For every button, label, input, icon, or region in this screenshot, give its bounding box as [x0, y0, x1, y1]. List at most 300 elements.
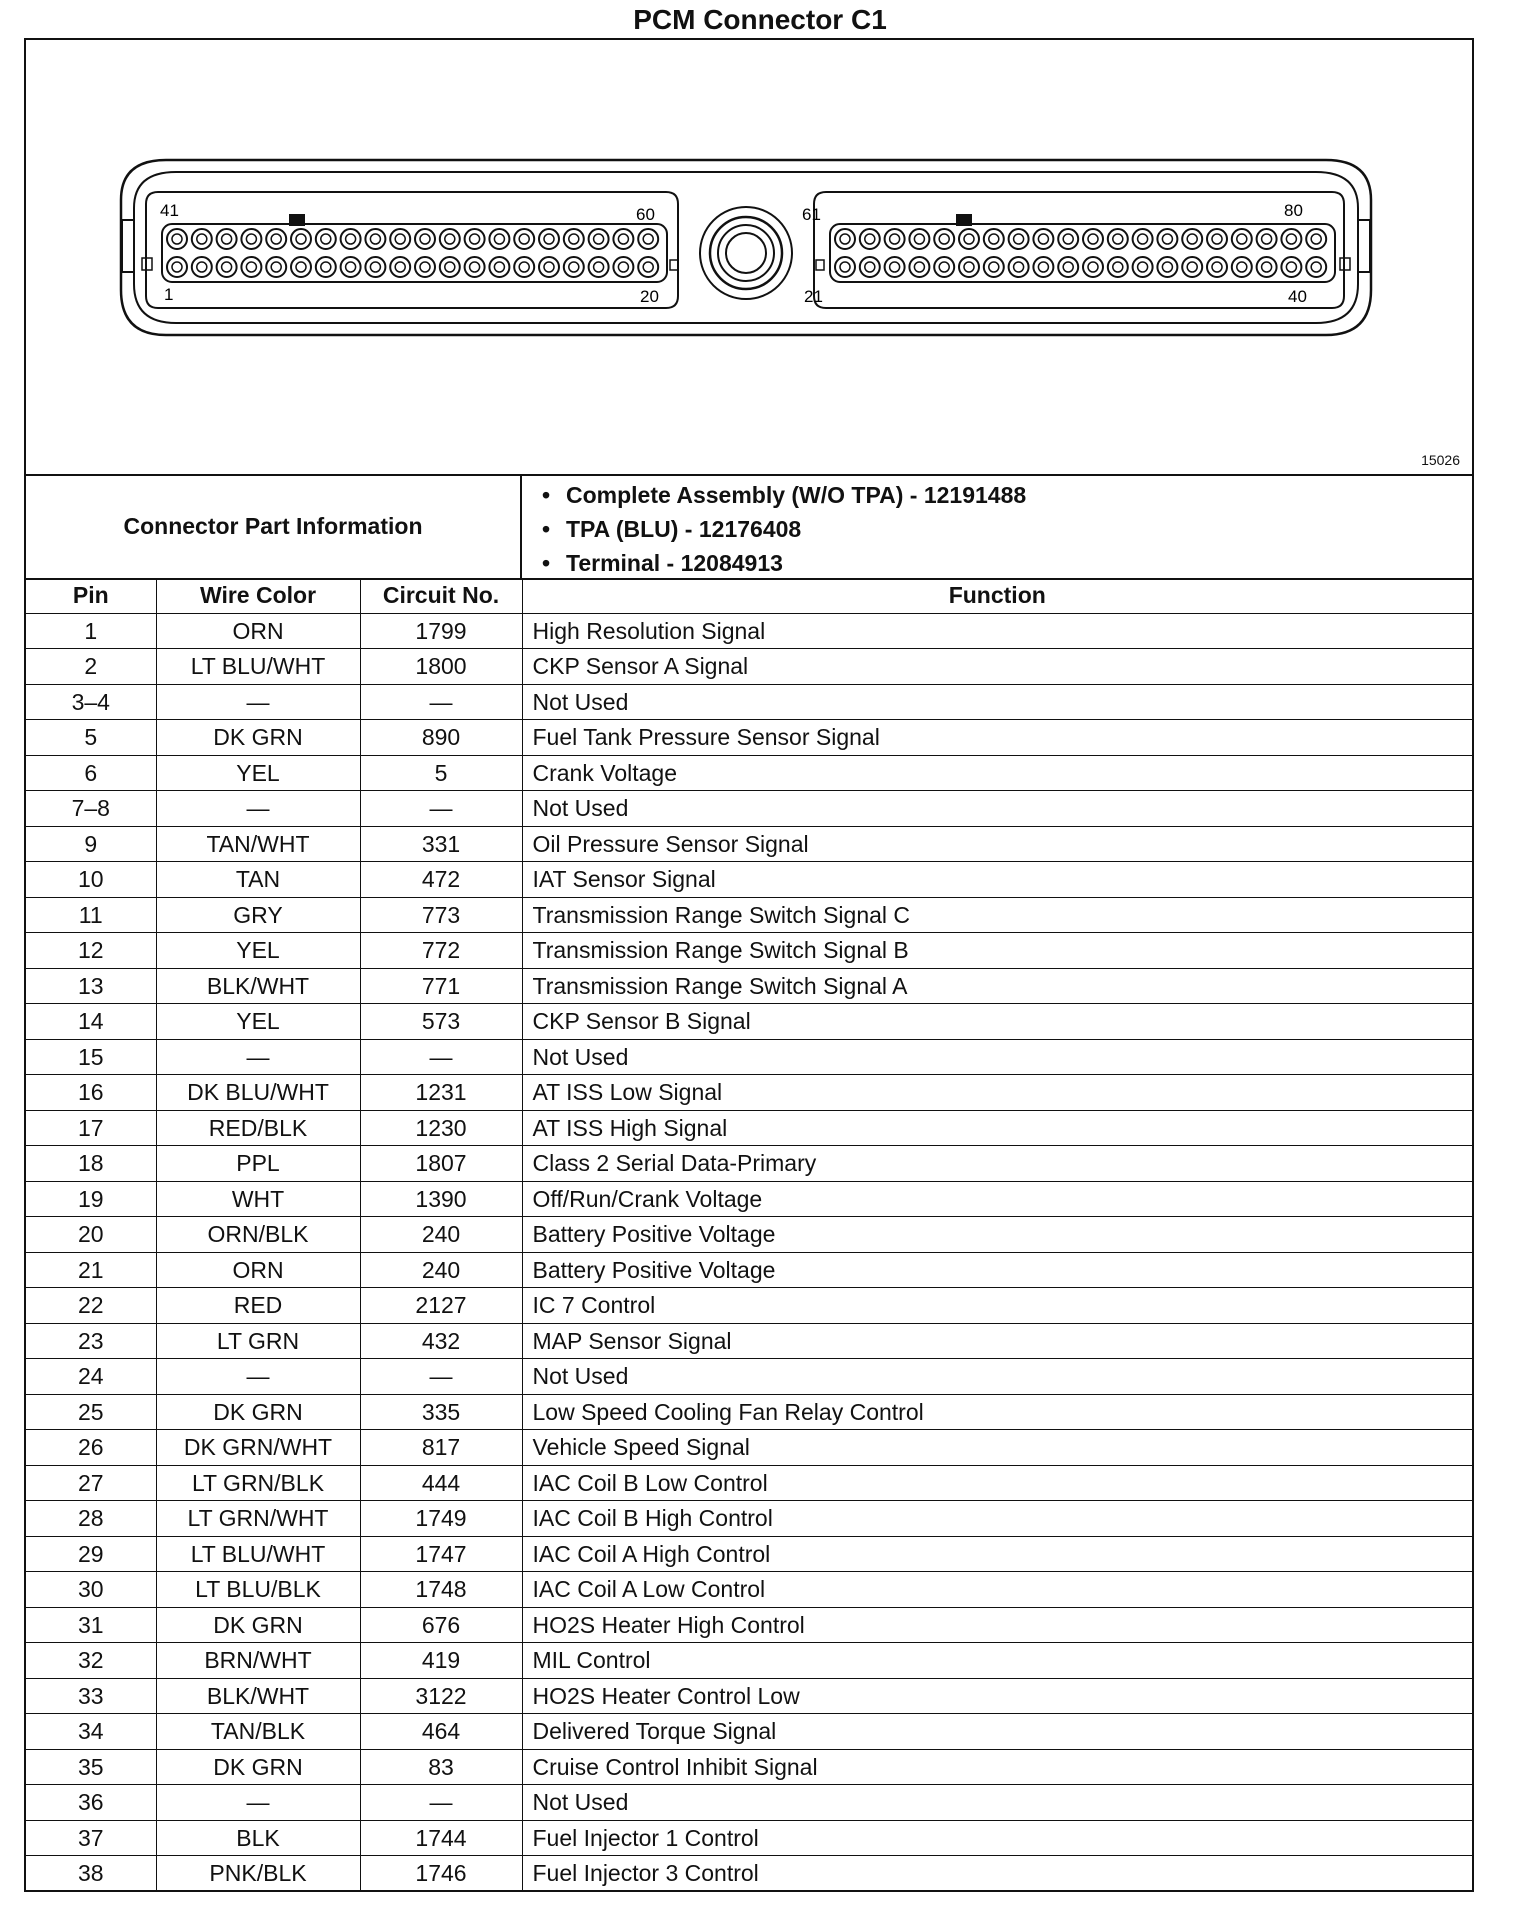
pin-cavity — [514, 257, 534, 277]
wire-color-cell: BLK/WHT — [156, 968, 360, 1004]
pin-cavity — [885, 257, 905, 277]
pin-cavity — [316, 229, 336, 249]
wire-color-cell: DK GRN — [156, 1394, 360, 1430]
function-cell: Crank Voltage — [522, 755, 1472, 791]
pin-cell: 21 — [26, 1252, 156, 1288]
pin-cavity — [1232, 229, 1252, 249]
pin-cell: 32 — [26, 1643, 156, 1679]
pin-cavity — [1033, 257, 1053, 277]
circuit-no-cell: 1746 — [360, 1856, 522, 1892]
pin-cavity — [638, 229, 658, 249]
part-info-label: Connector Part Information — [26, 474, 522, 578]
circuit-no-cell: — — [360, 791, 522, 827]
pin-cavity — [835, 257, 855, 277]
pin-cavity-center — [271, 234, 281, 244]
wire-color-cell: TAN — [156, 862, 360, 898]
pin-label-60: 60 — [636, 205, 655, 224]
table-row — [26, 1501, 1472, 1537]
function-cell: Oil Pressure Sensor Signal — [522, 826, 1472, 862]
pin-cavity-center — [370, 234, 380, 244]
circuit-no-cell: 419 — [360, 1643, 522, 1679]
pin-cavity — [1133, 229, 1153, 249]
pin-cavity-center — [1088, 262, 1098, 272]
part-info-list — [542, 478, 1026, 580]
table-row — [26, 720, 1472, 756]
pin-cell: 19 — [26, 1181, 156, 1217]
table-row — [26, 1820, 1472, 1856]
pin-cell: 1 — [26, 613, 156, 649]
pin-cell: 34 — [26, 1714, 156, 1750]
circuit-no-cell: 1230 — [360, 1110, 522, 1146]
pin-cavity — [192, 257, 212, 277]
pin-cavity — [1207, 257, 1227, 277]
pin-cavity — [909, 229, 929, 249]
pin-cavity — [1257, 257, 1277, 277]
pin-cavity-center — [321, 234, 331, 244]
pin-cavity — [167, 257, 187, 277]
wire-color-cell: PPL — [156, 1146, 360, 1182]
function-cell: Fuel Injector 3 Control — [522, 1856, 1472, 1892]
table-row — [26, 1252, 1472, 1288]
pin-cell: 14 — [26, 1004, 156, 1040]
pin-cavity — [241, 229, 261, 249]
wire-color-cell: GRY — [156, 897, 360, 933]
pin-cavity-center — [470, 234, 480, 244]
circuit-no-cell: 1749 — [360, 1501, 522, 1537]
pin-cavity — [860, 257, 880, 277]
pin-cavity-center — [1162, 234, 1172, 244]
pin-cavity — [465, 257, 485, 277]
pin-label-40: 40 — [1288, 287, 1307, 306]
wire-color-cell: DK GRN/WHT — [156, 1430, 360, 1466]
circuit-no-cell: — — [360, 1785, 522, 1821]
function-cell: Transmission Range Switch Signal B — [522, 933, 1472, 969]
pin-cavity — [167, 229, 187, 249]
pin-cavity-center — [1113, 262, 1123, 272]
table-row — [26, 933, 1472, 969]
pin-cavity-center — [643, 234, 653, 244]
pin-cavity-center — [420, 262, 430, 272]
pin-cavity-center — [1038, 234, 1048, 244]
pin-cell: 26 — [26, 1430, 156, 1466]
pin-cavity — [1033, 229, 1053, 249]
pin-cavity-center — [197, 262, 207, 272]
pin-cavity-center — [1138, 234, 1148, 244]
pin-cavity — [341, 257, 361, 277]
pin-cavity-center — [222, 234, 232, 244]
header-pin: Pin — [26, 578, 156, 613]
wire-color-cell: RED/BLK — [156, 1110, 360, 1146]
wire-color-cell: LT GRN/BLK — [156, 1465, 360, 1501]
pin-cavity-center — [964, 234, 974, 244]
circuit-no-cell: 331 — [360, 826, 522, 862]
pin-cavity — [1083, 229, 1103, 249]
wire-color-cell: DK GRN — [156, 1749, 360, 1785]
circuit-no-cell: 1744 — [360, 1820, 522, 1856]
pin-cavity-center — [1262, 234, 1272, 244]
table-row — [26, 862, 1472, 898]
function-cell: High Resolution Signal — [522, 613, 1472, 649]
wire-color-cell: — — [156, 1039, 360, 1075]
pin-cavity-center — [1038, 262, 1048, 272]
pin-cavity — [489, 229, 509, 249]
pin-cavity — [341, 229, 361, 249]
function-cell: AT ISS High Signal — [522, 1110, 1472, 1146]
pin-cell: 25 — [26, 1394, 156, 1430]
pin-cavity — [835, 229, 855, 249]
pin-cavity — [316, 257, 336, 277]
wire-color-cell: BLK — [156, 1820, 360, 1856]
function-cell: Transmission Range Switch Signal C — [522, 897, 1472, 933]
pin-cavity-center — [989, 234, 999, 244]
circuit-no-cell: 1807 — [360, 1146, 522, 1182]
pin-cavity-center — [840, 262, 850, 272]
pin-cavity-center — [1187, 262, 1197, 272]
pin-cavity — [1157, 257, 1177, 277]
function-cell: Off/Run/Crank Voltage — [522, 1181, 1472, 1217]
pin-cavity — [217, 257, 237, 277]
pin-cavity — [934, 257, 954, 277]
circuit-no-cell: 890 — [360, 720, 522, 756]
pin-cavity — [1281, 229, 1301, 249]
circuit-no-cell: 772 — [360, 933, 522, 969]
table-row — [26, 1288, 1472, 1324]
function-cell: Low Speed Cooling Fan Relay Control — [522, 1394, 1472, 1430]
pin-cell: 22 — [26, 1288, 156, 1324]
function-cell: CKP Sensor A Signal — [522, 649, 1472, 685]
pin-cavity — [1108, 257, 1128, 277]
pin-label-61: 61 — [802, 205, 821, 224]
table-row — [26, 684, 1472, 720]
circuit-no-cell: 573 — [360, 1004, 522, 1040]
circuit-no-cell: 240 — [360, 1217, 522, 1253]
function-cell: Transmission Range Switch Signal A — [522, 968, 1472, 1004]
circuit-no-cell: 771 — [360, 968, 522, 1004]
pin-cavity-center — [494, 234, 504, 244]
pin-cavity-center — [989, 262, 999, 272]
table-row — [26, 1536, 1472, 1572]
pin-cavity-center — [346, 262, 356, 272]
pin-cavity-center — [643, 262, 653, 272]
page-title: PCM Connector C1 — [633, 4, 887, 35]
part-info-item: • Complete Assembly (W/O TPA) - 12191488 — [542, 478, 1026, 512]
circuit-no-cell: 3122 — [360, 1678, 522, 1714]
circuit-no-cell: 1748 — [360, 1572, 522, 1608]
function-cell: MIL Control — [522, 1643, 1472, 1679]
function-cell: Not Used — [522, 1785, 1472, 1821]
wire-color-cell: DK BLU/WHT — [156, 1075, 360, 1111]
table-row — [26, 1359, 1472, 1395]
function-cell: IC 7 Control — [522, 1288, 1472, 1324]
pin-cell: 27 — [26, 1465, 156, 1501]
table-row — [26, 1678, 1472, 1714]
pin-cavity — [1108, 229, 1128, 249]
pin-cavity — [1257, 229, 1277, 249]
pin-cell: 16 — [26, 1075, 156, 1111]
header-function: Function — [522, 578, 1472, 613]
pin-cavity — [465, 229, 485, 249]
pin-cavity-center — [1286, 262, 1296, 272]
table-row — [26, 649, 1472, 685]
pin-cavity — [1009, 257, 1029, 277]
pin-cavity-center — [470, 262, 480, 272]
pin-cell: 29 — [26, 1536, 156, 1572]
wire-color-cell: PNK/BLK — [156, 1856, 360, 1892]
function-cell: HO2S Heater High Control — [522, 1607, 1472, 1643]
pin-cavity-center — [246, 262, 256, 272]
wire-color-cell: LT BLU/WHT — [156, 649, 360, 685]
center-bolt-icon — [700, 207, 792, 299]
wire-color-cell: TAN/BLK — [156, 1714, 360, 1750]
table-row — [26, 1394, 1472, 1430]
circuit-no-cell: 83 — [360, 1749, 522, 1785]
pin-label-80: 80 — [1284, 201, 1303, 220]
pin-cavity-center — [1014, 234, 1024, 244]
wire-color-cell: RED — [156, 1288, 360, 1324]
circuit-no-cell: 1390 — [360, 1181, 522, 1217]
pin-cavity — [217, 229, 237, 249]
pin-cavity — [539, 257, 559, 277]
circuit-no-cell: 1800 — [360, 649, 522, 685]
pin-cell: 10 — [26, 862, 156, 898]
pin-cavity-center — [544, 234, 554, 244]
circuit-no-cell: — — [360, 684, 522, 720]
table-row — [26, 1430, 1472, 1466]
pin-cavity — [564, 229, 584, 249]
pin-cavity-center — [420, 234, 430, 244]
pin-cavity-center — [865, 262, 875, 272]
pin-cavity-center — [569, 262, 579, 272]
function-cell: IAC Coil B High Control — [522, 1501, 1472, 1537]
pin-label-21: 21 — [804, 287, 823, 306]
pin-cavity — [291, 257, 311, 277]
pin-cavity — [885, 229, 905, 249]
circuit-no-cell: 472 — [360, 862, 522, 898]
pin-cavity — [984, 229, 1004, 249]
pin-cavity — [390, 257, 410, 277]
pin-cell: 18 — [26, 1146, 156, 1182]
wire-color-cell: BLK/WHT — [156, 1678, 360, 1714]
function-cell: Battery Positive Voltage — [522, 1217, 1472, 1253]
pin-cell: 30 — [26, 1572, 156, 1608]
pin-cavity — [266, 257, 286, 277]
wire-color-cell: BRN/WHT — [156, 1643, 360, 1679]
circuit-no-cell: 444 — [360, 1465, 522, 1501]
pin-cell: 28 — [26, 1501, 156, 1537]
function-cell: Not Used — [522, 791, 1472, 827]
pin-cavity-center — [914, 262, 924, 272]
pin-cavity-center — [172, 234, 182, 244]
pin-cavity-center — [890, 262, 900, 272]
table-row — [26, 1749, 1472, 1785]
pin-cavity — [1182, 229, 1202, 249]
pin-cavity — [613, 229, 633, 249]
pin-cavity-center — [321, 262, 331, 272]
wire-color-cell: LT BLU/WHT — [156, 1536, 360, 1572]
pin-cavity-center — [1311, 262, 1321, 272]
wire-color-cell: LT GRN/WHT — [156, 1501, 360, 1537]
pin-cavity-center — [1088, 234, 1098, 244]
wire-color-cell: — — [156, 1785, 360, 1821]
pin-cavity-center — [1237, 262, 1247, 272]
pin-cavity-center — [1286, 234, 1296, 244]
pin-cavity — [365, 257, 385, 277]
function-cell: Not Used — [522, 684, 1472, 720]
function-cell: HO2S Heater Control Low — [522, 1678, 1472, 1714]
header-circuit-no: Circuit No. — [360, 578, 522, 613]
pin-cavity-center — [1187, 234, 1197, 244]
table-row — [26, 1714, 1472, 1750]
pin-cavity — [539, 229, 559, 249]
pin-cavity — [415, 257, 435, 277]
function-cell: IAC Coil B Low Control — [522, 1465, 1472, 1501]
table-row — [26, 1323, 1472, 1359]
connector-diagram — [26, 40, 1472, 476]
table-row — [26, 1146, 1472, 1182]
pin-cavity-center — [594, 234, 604, 244]
pin-cavity-center — [964, 262, 974, 272]
pin-cavity — [860, 229, 880, 249]
pin-cavity-center — [1113, 234, 1123, 244]
pin-cavity-center — [271, 262, 281, 272]
pin-label-41: 41 — [160, 201, 179, 220]
pin-cell: 5 — [26, 720, 156, 756]
pin-cavity — [589, 229, 609, 249]
header-wire-color: Wire Color — [156, 578, 360, 613]
wire-color-cell: DK GRN — [156, 1607, 360, 1643]
circuit-no-cell: 1799 — [360, 613, 522, 649]
table-row — [26, 1110, 1472, 1146]
pin-cavity-center — [890, 234, 900, 244]
function-cell: Fuel Injector 1 Control — [522, 1820, 1472, 1856]
pinout-table-body — [26, 613, 1472, 1891]
circuit-no-cell: 1231 — [360, 1075, 522, 1111]
pin-cavity — [266, 229, 286, 249]
circuit-no-cell: 5 — [360, 755, 522, 791]
pin-cavity — [1306, 257, 1326, 277]
wire-color-cell: — — [156, 684, 360, 720]
circuit-no-cell: 2127 — [360, 1288, 522, 1324]
pin-cavity — [489, 257, 509, 277]
pin-cavity-center — [1311, 234, 1321, 244]
pin-cavity — [1009, 229, 1029, 249]
pin-cavity-center — [346, 234, 356, 244]
wire-color-cell: YEL — [156, 933, 360, 969]
table-row — [26, 1643, 1472, 1679]
pin-cavity-center — [445, 234, 455, 244]
pin-cavity-center — [395, 234, 405, 244]
pin-cavity-center — [1014, 262, 1024, 272]
function-cell: Fuel Tank Pressure Sensor Signal — [522, 720, 1472, 756]
table-row — [26, 1572, 1472, 1608]
table-row — [26, 1004, 1472, 1040]
pin-cavity — [241, 257, 261, 277]
pin-cell: 33 — [26, 1678, 156, 1714]
pin-cell: 9 — [26, 826, 156, 862]
pin-cavity-center — [865, 234, 875, 244]
table-row — [26, 1075, 1472, 1111]
pin-cavity-grid — [167, 229, 1326, 277]
pin-cavity-center — [519, 234, 529, 244]
circuit-no-cell: 773 — [360, 897, 522, 933]
pin-cell: 17 — [26, 1110, 156, 1146]
pin-cavity — [934, 229, 954, 249]
pin-cavity-center — [594, 262, 604, 272]
table-row — [26, 1181, 1472, 1217]
wire-color-cell: ORN — [156, 613, 360, 649]
pin-cavity-center — [544, 262, 554, 272]
wire-color-cell: — — [156, 791, 360, 827]
table-row — [26, 1856, 1472, 1892]
wire-color-cell: LT BLU/BLK — [156, 1572, 360, 1608]
function-cell: Delivered Torque Signal — [522, 1714, 1472, 1750]
pin-cavity — [192, 229, 212, 249]
connector-part-info — [26, 474, 1472, 580]
pin-cavity — [1182, 257, 1202, 277]
pin-cavity-center — [1262, 262, 1272, 272]
table-row — [26, 1217, 1472, 1253]
table-row — [26, 968, 1472, 1004]
pin-cavity — [415, 229, 435, 249]
pin-cavity — [365, 229, 385, 249]
pin-cell: 38 — [26, 1856, 156, 1892]
table-row — [26, 791, 1472, 827]
pin-label-20: 20 — [640, 287, 659, 306]
circuit-no-cell: 432 — [360, 1323, 522, 1359]
table-row — [26, 613, 1472, 649]
pin-cavity — [1133, 257, 1153, 277]
pin-cavity-center — [445, 262, 455, 272]
pin-cavity — [390, 229, 410, 249]
wire-color-cell: YEL — [156, 1004, 360, 1040]
part-info-item: • TPA (BLU) - 12176408 — [542, 512, 1026, 546]
pin-cavity-center — [840, 234, 850, 244]
circuit-no-cell: 1747 — [360, 1536, 522, 1572]
wire-color-cell: YEL — [156, 755, 360, 791]
pin-cavity — [440, 257, 460, 277]
pin-cavity — [1058, 229, 1078, 249]
pin-cavity — [589, 257, 609, 277]
pin-cavity-center — [370, 262, 380, 272]
circuit-no-cell: 676 — [360, 1607, 522, 1643]
pin-cell: 15 — [26, 1039, 156, 1075]
pin-cell: 24 — [26, 1359, 156, 1395]
pin-cavity-center — [1063, 234, 1073, 244]
pin-cavity — [959, 229, 979, 249]
pin-cell: 11 — [26, 897, 156, 933]
pin-cavity-center — [197, 234, 207, 244]
circuit-no-cell: 817 — [360, 1430, 522, 1466]
pin-cell: 20 — [26, 1217, 156, 1253]
function-cell: IAC Coil A Low Control — [522, 1572, 1472, 1608]
pin-cavity-center — [914, 234, 924, 244]
pin-cavity — [514, 229, 534, 249]
pin-cavity — [564, 257, 584, 277]
table-row — [26, 1465, 1472, 1501]
pin-cavity-center — [1138, 262, 1148, 272]
pin-cavity — [984, 257, 1004, 277]
wire-color-cell: WHT — [156, 1181, 360, 1217]
circuit-no-cell: 240 — [360, 1252, 522, 1288]
table-row — [26, 826, 1472, 862]
connector-drawing — [26, 40, 1472, 474]
pin-cavity-center — [395, 262, 405, 272]
function-cell: AT ISS Low Signal — [522, 1075, 1472, 1111]
pin-cavity-center — [618, 262, 628, 272]
pin-cavity-center — [519, 262, 529, 272]
circuit-no-cell: 464 — [360, 1714, 522, 1750]
pin-cavity — [909, 257, 929, 277]
